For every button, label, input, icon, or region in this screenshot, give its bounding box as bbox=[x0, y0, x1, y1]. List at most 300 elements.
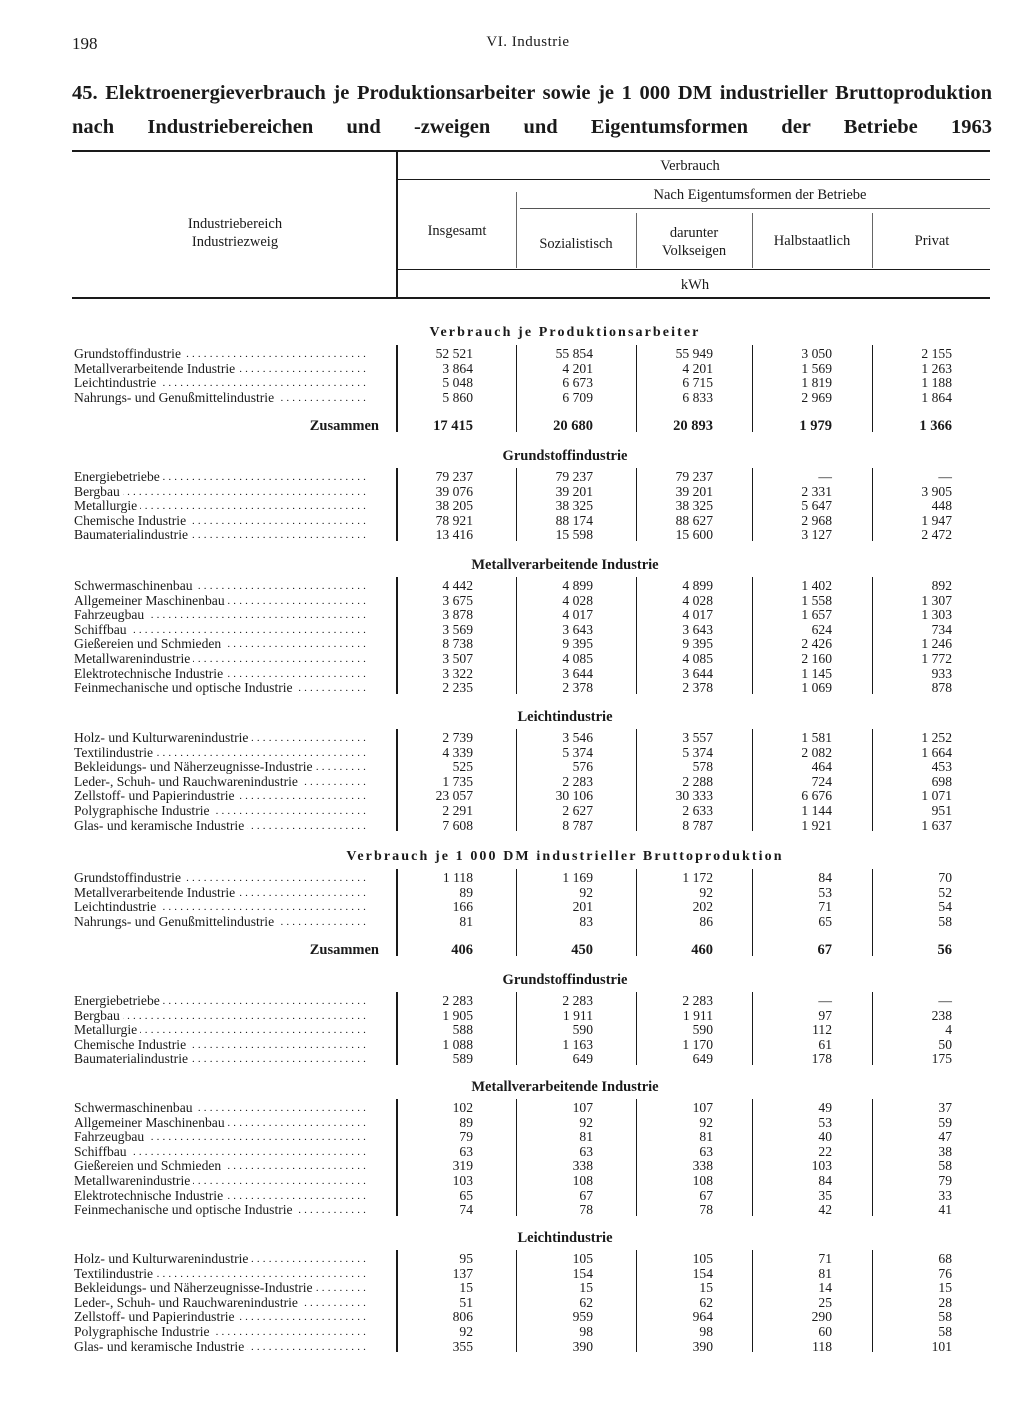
cell-value: 86 bbox=[699, 913, 713, 929]
cell-value: 107 bbox=[572, 1100, 593, 1115]
row-label-text: Leder-, Schuh- und Rauchwarenindustrie bbox=[74, 775, 301, 789]
row-label bbox=[74, 943, 382, 957]
cell-value: 92 bbox=[579, 884, 593, 900]
row-label bbox=[74, 623, 382, 637]
column-separator bbox=[752, 345, 753, 432]
cell-value: 453 bbox=[931, 759, 952, 775]
cell-value: 448 bbox=[931, 498, 952, 514]
table-row bbox=[0, 746, 1024, 760]
row-label bbox=[74, 667, 382, 681]
column-separator bbox=[516, 345, 517, 432]
table-row bbox=[0, 775, 1024, 789]
cell-value: 33 bbox=[938, 1187, 952, 1203]
cell-value: 2 627 bbox=[562, 803, 593, 818]
cell-value: 390 bbox=[692, 1338, 713, 1354]
row-label-text: Grundstoffindustrie bbox=[74, 347, 184, 361]
cell-value: 4 085 bbox=[682, 651, 713, 666]
cell-value: 89 bbox=[459, 884, 473, 900]
cell-value: 92 bbox=[699, 884, 713, 900]
row-label bbox=[74, 391, 382, 405]
cell-value: — bbox=[818, 469, 832, 484]
row-label-text: Nahrungs- und Genußmittelindustrie bbox=[74, 915, 277, 929]
table-row bbox=[0, 1023, 1024, 1037]
row-label-text: Metallwarenindustrie bbox=[74, 1174, 193, 1188]
cell-value: 108 bbox=[692, 1173, 713, 1188]
cell-value: 3 050 bbox=[801, 346, 832, 361]
cell-value: 79 bbox=[938, 1173, 952, 1188]
cell-value: 5 647 bbox=[801, 498, 832, 514]
section-title: Grundstoffindustrie bbox=[502, 972, 628, 988]
cell-value: 6 676 bbox=[801, 788, 832, 804]
row-label-text: Metallurgie bbox=[74, 1023, 140, 1037]
cell-value: 1 069 bbox=[801, 680, 832, 696]
table-row bbox=[0, 886, 1024, 900]
row-label bbox=[74, 637, 382, 651]
table-row bbox=[0, 1267, 1024, 1281]
row-label bbox=[74, 1009, 382, 1023]
row-label bbox=[74, 760, 382, 774]
table-row bbox=[0, 1203, 1024, 1217]
cell-value: 578 bbox=[692, 759, 713, 775]
stub-line-2: Industriezweig bbox=[191, 234, 279, 250]
cell-value: 81 bbox=[459, 913, 473, 929]
cell-value: 2 291 bbox=[442, 803, 473, 818]
row-label-text: Zellstoff- und Papierindustrie bbox=[74, 1310, 238, 1324]
column-separator bbox=[636, 729, 637, 831]
cell-value: 52 bbox=[938, 884, 952, 900]
cell-value: 14 bbox=[818, 1280, 832, 1296]
cell-value: 25 bbox=[818, 1294, 832, 1310]
cell-value: 101 bbox=[931, 1338, 952, 1354]
row-label bbox=[74, 1130, 382, 1144]
cell-value: 4 017 bbox=[682, 607, 713, 623]
row-label bbox=[74, 608, 382, 622]
table-row bbox=[0, 667, 1024, 681]
col-sozialistisch-heading: Sozialistisch bbox=[539, 236, 613, 252]
cell-value: 79 237 bbox=[675, 469, 713, 484]
cell-value: 81 bbox=[699, 1129, 713, 1145]
cell-value: 4 899 bbox=[682, 578, 713, 593]
cell-value: 22 bbox=[818, 1143, 832, 1159]
cell-value: 65 bbox=[818, 913, 832, 929]
row-label bbox=[74, 470, 382, 484]
cell-value: 1 307 bbox=[921, 592, 952, 608]
cell-value: 95 bbox=[459, 1251, 473, 1266]
row-label-text: Elektrotechnische Industrie bbox=[74, 667, 226, 681]
cell-value: 84 bbox=[818, 1173, 832, 1188]
column-separator bbox=[396, 869, 398, 956]
row-label bbox=[74, 514, 382, 528]
column-separator bbox=[752, 468, 753, 541]
column-separator bbox=[752, 729, 753, 831]
row-label-text: Textilindustrie bbox=[74, 746, 156, 760]
column-separator bbox=[516, 729, 517, 831]
row-label-text: Bekleidungs- und Näherzeugnisse-Industrie bbox=[74, 1281, 316, 1295]
cell-value: 88 174 bbox=[555, 512, 593, 528]
cell-value: 3 675 bbox=[442, 592, 473, 608]
eigentum-heading: Nach Eigentumsformen der Betriebe bbox=[653, 187, 867, 203]
cell-value: 58 bbox=[938, 1324, 952, 1339]
column-separator bbox=[752, 992, 753, 1065]
cell-value: 1 905 bbox=[442, 1007, 473, 1023]
page-number: 198 bbox=[72, 34, 98, 53]
stub-line-1: Industriebereich bbox=[187, 216, 283, 232]
cell-value: 624 bbox=[811, 621, 832, 637]
row-label-text: Bergbau bbox=[74, 1009, 123, 1023]
cell-value: 61 bbox=[818, 1036, 832, 1052]
cell-value: 1 169 bbox=[562, 870, 593, 885]
cell-value: 50 bbox=[938, 1036, 952, 1052]
cell-value: 58 bbox=[938, 913, 952, 929]
row-label-text: Elektrotechnische Industrie bbox=[74, 1189, 226, 1203]
row-label-text: Metallverarbeitende Industrie bbox=[74, 362, 238, 376]
cell-value: 105 bbox=[572, 1251, 593, 1266]
cell-value: 338 bbox=[572, 1158, 593, 1174]
cell-value: 2 426 bbox=[801, 636, 832, 652]
table-row bbox=[0, 652, 1024, 666]
cell-value: 81 bbox=[579, 1129, 593, 1145]
cell-value: 933 bbox=[931, 665, 952, 681]
row-label-text: Polygraphische Industrie bbox=[74, 804, 213, 818]
row-label bbox=[74, 1159, 382, 1173]
column-separator bbox=[636, 1250, 637, 1352]
cell-value: 2 288 bbox=[682, 773, 713, 789]
cell-value: 63 bbox=[699, 1143, 713, 1159]
cell-value: 3 643 bbox=[562, 621, 593, 637]
cell-value: 3 644 bbox=[562, 665, 593, 681]
cell-value: — bbox=[818, 993, 832, 1008]
row-label-text: Metallverarbeitende Industrie bbox=[74, 886, 238, 900]
row-label-text: Leichtindustrie bbox=[74, 376, 159, 390]
table-row bbox=[0, 1281, 1024, 1295]
cell-value: 2 378 bbox=[562, 680, 593, 696]
table-row bbox=[0, 1159, 1024, 1173]
cell-value: 1 170 bbox=[682, 1036, 713, 1052]
row-label-text: Holz- und Kulturwarenindustrie bbox=[74, 731, 251, 745]
cell-value: 1 246 bbox=[921, 636, 952, 652]
column-separator bbox=[872, 468, 873, 541]
cell-value: 23 057 bbox=[435, 788, 473, 804]
row-label bbox=[74, 362, 382, 376]
cell-value: 1 252 bbox=[921, 730, 952, 745]
row-label bbox=[74, 1252, 382, 1266]
cell-value: 1 979 bbox=[799, 418, 832, 435]
table-row bbox=[0, 1116, 1024, 1130]
cell-value: 3 507 bbox=[442, 651, 473, 666]
cell-value: 892 bbox=[931, 578, 952, 593]
cell-value: 71 bbox=[818, 1251, 832, 1266]
cell-value: 65 bbox=[459, 1187, 473, 1203]
cell-value: 8 787 bbox=[562, 817, 593, 833]
column-separator bbox=[516, 1250, 517, 1352]
cell-value: 1 947 bbox=[921, 512, 952, 528]
row-label bbox=[74, 499, 382, 513]
cell-value: 1 581 bbox=[801, 730, 832, 745]
cell-value: 3 557 bbox=[682, 730, 713, 745]
table-row bbox=[0, 915, 1024, 929]
cell-value: 105 bbox=[692, 1251, 713, 1266]
row-label bbox=[74, 789, 382, 803]
cell-value: 2 969 bbox=[801, 389, 832, 405]
cell-value: 79 237 bbox=[435, 469, 473, 484]
cell-value: 79 237 bbox=[555, 469, 593, 484]
row-label bbox=[74, 1174, 382, 1188]
cell-value: 84 bbox=[818, 870, 832, 885]
column-separator bbox=[872, 1250, 873, 1352]
cell-value: 1 864 bbox=[921, 389, 952, 405]
table-row bbox=[0, 608, 1024, 622]
cell-value: 4 028 bbox=[682, 592, 713, 608]
cell-value: 959 bbox=[572, 1309, 593, 1325]
cell-value: 1 303 bbox=[921, 607, 952, 623]
cell-value: 1 366 bbox=[919, 418, 952, 435]
cell-value: 878 bbox=[931, 680, 952, 696]
cell-value: 74 bbox=[459, 1202, 473, 1218]
cell-value: 5 860 bbox=[442, 389, 473, 405]
cell-value: — bbox=[938, 469, 952, 484]
row-label bbox=[74, 594, 382, 608]
column-separator bbox=[872, 1099, 873, 1216]
cell-value: 1 772 bbox=[921, 651, 952, 666]
table-row bbox=[0, 594, 1024, 608]
cell-value: 54 bbox=[938, 899, 952, 915]
table-row bbox=[0, 528, 1024, 542]
cell-value: 98 bbox=[699, 1324, 713, 1339]
cell-value: 319 bbox=[452, 1158, 473, 1174]
col-volkseigen-line-1: darunter bbox=[669, 225, 719, 241]
table-row bbox=[0, 1101, 1024, 1115]
cell-value: 59 bbox=[938, 1114, 952, 1130]
cell-value: 3 864 bbox=[442, 360, 473, 376]
insgesamt-heading: Insgesamt bbox=[427, 223, 487, 239]
cell-value: 98 bbox=[579, 1324, 593, 1339]
row-label-text: Schiffbau bbox=[74, 1145, 130, 1159]
row-label bbox=[74, 1038, 382, 1052]
cell-value: 1 145 bbox=[801, 665, 832, 681]
cell-value: 107 bbox=[692, 1100, 713, 1115]
row-label bbox=[74, 1145, 382, 1159]
cell-value: 166 bbox=[452, 899, 473, 915]
column-separator bbox=[872, 345, 873, 432]
table-row bbox=[0, 637, 1024, 651]
table-row bbox=[0, 362, 1024, 376]
row-label bbox=[74, 419, 382, 433]
row-label bbox=[74, 871, 382, 885]
cell-value: 92 bbox=[579, 1114, 593, 1130]
cell-value: 67 bbox=[699, 1187, 713, 1203]
row-label bbox=[74, 1281, 382, 1295]
table-row bbox=[0, 470, 1024, 484]
cell-value: 9 395 bbox=[682, 636, 713, 652]
cell-value: 2 283 bbox=[562, 993, 593, 1008]
row-label-text: Baumaterialindustrie bbox=[74, 1052, 191, 1066]
column-separator bbox=[636, 577, 637, 694]
row-label bbox=[74, 1101, 382, 1115]
column-separator bbox=[636, 468, 637, 541]
cell-value: 1 569 bbox=[801, 360, 832, 376]
cell-value: 51 bbox=[459, 1294, 473, 1310]
cell-value: 30 333 bbox=[675, 788, 713, 804]
row-label-text: Zusammen bbox=[310, 943, 382, 957]
cell-value: 1 911 bbox=[562, 1007, 593, 1023]
table-row bbox=[0, 391, 1024, 405]
cell-value: 5 048 bbox=[442, 375, 473, 391]
row-label bbox=[74, 1023, 382, 1037]
cell-value: 92 bbox=[699, 1114, 713, 1130]
table-row bbox=[0, 1130, 1024, 1144]
cell-value: 58 bbox=[938, 1158, 952, 1174]
section-title: Verbrauch je 1 000 DM industrieller Bruttoproduktion bbox=[346, 849, 784, 864]
cell-value: 4 bbox=[945, 1022, 952, 1038]
row-label-text: Baumaterialindustrie bbox=[74, 528, 191, 542]
cell-value: 52 521 bbox=[435, 346, 473, 361]
section-title: Verbrauch je Produktionsarbeiter bbox=[429, 325, 701, 340]
cell-value: 38 325 bbox=[675, 498, 713, 514]
cell-value: 2 235 bbox=[442, 680, 473, 696]
column-separator bbox=[396, 1099, 398, 1216]
column-separator bbox=[516, 992, 517, 1065]
cell-value: 588 bbox=[452, 1022, 473, 1038]
cell-value: 62 bbox=[579, 1294, 593, 1310]
cell-value: 406 bbox=[451, 942, 473, 959]
cell-value: 5 374 bbox=[562, 744, 593, 760]
row-label-text: Allgemeiner Maschinenbau bbox=[74, 594, 228, 608]
cell-value: 15 bbox=[459, 1280, 473, 1296]
row-label bbox=[74, 1340, 382, 1354]
col-privat-heading: Privat bbox=[914, 233, 950, 249]
cell-value: 1 144 bbox=[801, 803, 832, 818]
cell-value: 2 160 bbox=[801, 651, 832, 666]
row-label-text: Chemische Industrie bbox=[74, 514, 189, 528]
cell-value: 108 bbox=[572, 1173, 593, 1188]
cell-value: 5 374 bbox=[682, 744, 713, 760]
cell-value: 38 205 bbox=[435, 498, 473, 514]
cell-value: 58 bbox=[938, 1309, 952, 1325]
row-label bbox=[74, 376, 382, 390]
cell-value: 67 bbox=[817, 942, 832, 959]
cell-value: 201 bbox=[572, 899, 593, 915]
cell-value: 1 911 bbox=[682, 1007, 713, 1023]
column-separator bbox=[516, 869, 517, 956]
cell-value: 4 201 bbox=[562, 360, 593, 376]
row-label bbox=[74, 1310, 382, 1324]
cell-value: 39 201 bbox=[555, 483, 593, 499]
table-row bbox=[0, 760, 1024, 774]
cell-value: 38 325 bbox=[555, 498, 593, 514]
cell-value: 62 bbox=[699, 1294, 713, 1310]
column-separator bbox=[636, 869, 637, 956]
table-row bbox=[0, 347, 1024, 361]
row-label bbox=[74, 1189, 382, 1203]
table-row bbox=[0, 376, 1024, 390]
table-row bbox=[0, 1174, 1024, 1188]
row-label bbox=[74, 579, 382, 593]
cell-value: 202 bbox=[692, 899, 713, 915]
table-row bbox=[0, 804, 1024, 818]
cell-value: 698 bbox=[931, 773, 952, 789]
cell-value: 30 106 bbox=[555, 788, 593, 804]
cell-value: 3 878 bbox=[442, 607, 473, 623]
cell-value: 2 739 bbox=[442, 730, 473, 745]
cell-value: 806 bbox=[452, 1309, 473, 1325]
column-separator bbox=[396, 345, 398, 432]
table-row bbox=[0, 1189, 1024, 1203]
table-row bbox=[0, 871, 1024, 885]
column-separator bbox=[636, 345, 637, 432]
table-row bbox=[0, 1145, 1024, 1159]
cell-value: 68 bbox=[938, 1251, 952, 1266]
cell-value: 1 558 bbox=[801, 592, 832, 608]
cell-value: 15 600 bbox=[675, 527, 713, 543]
cell-value: 97 bbox=[818, 1007, 832, 1023]
row-label-text: Zusammen bbox=[310, 419, 382, 433]
cell-value: 55 949 bbox=[675, 346, 713, 361]
cell-value: 1 163 bbox=[562, 1036, 593, 1052]
cell-value: 576 bbox=[572, 759, 593, 775]
cell-value: 525 bbox=[452, 759, 473, 775]
cell-value: 390 bbox=[572, 1338, 593, 1354]
cell-value: 49 bbox=[818, 1100, 832, 1115]
cell-value: 3 905 bbox=[921, 483, 952, 499]
column-separator bbox=[516, 577, 517, 694]
cell-value: 464 bbox=[811, 759, 832, 775]
cell-value: 1 664 bbox=[921, 744, 952, 760]
section-title: Grundstoffindustrie bbox=[502, 448, 628, 464]
cell-value: 1 118 bbox=[442, 870, 473, 885]
cell-value: 20 680 bbox=[553, 418, 593, 435]
cell-value: 118 bbox=[812, 1338, 832, 1354]
cell-value: 35 bbox=[818, 1187, 832, 1203]
unit-heading: kWh bbox=[680, 277, 710, 293]
row-label-text: Grundstoffindustrie bbox=[74, 871, 184, 885]
table-row bbox=[0, 900, 1024, 914]
cell-value: 1 071 bbox=[921, 788, 952, 804]
cell-value: 79 bbox=[459, 1129, 473, 1145]
row-label bbox=[74, 485, 382, 499]
table-row bbox=[0, 579, 1024, 593]
row-label bbox=[74, 915, 382, 929]
cell-value: 53 bbox=[818, 884, 832, 900]
row-label-text: Schwermaschinenbau bbox=[74, 1101, 196, 1115]
cell-value: — bbox=[938, 993, 952, 1008]
row-label bbox=[74, 819, 382, 833]
cell-value: 78 921 bbox=[435, 512, 473, 528]
row-label bbox=[74, 681, 382, 695]
cell-value: 67 bbox=[579, 1187, 593, 1203]
cell-value: 3 644 bbox=[682, 665, 713, 681]
cell-value: 112 bbox=[812, 1022, 832, 1038]
row-label-text: Glas- und keramische Industrie bbox=[74, 819, 247, 833]
cell-value: 590 bbox=[572, 1022, 593, 1038]
cell-value: 103 bbox=[811, 1158, 832, 1174]
table-row bbox=[0, 1310, 1024, 1324]
total-row bbox=[0, 943, 1024, 957]
section-title: Leichtindustrie bbox=[517, 709, 613, 725]
cell-value: 60 bbox=[818, 1324, 832, 1339]
column-separator bbox=[752, 1099, 753, 1216]
table-title: 45. Elektroenergieverbrauch je Produktionsarbeiter sowie je 1 000 DM industrieller Bruttoproduktion nach Industriebereichen und -zweigen und Eigentumsformen der Betriebe 1963 bbox=[72, 82, 992, 138]
cell-value: 15 bbox=[938, 1280, 952, 1296]
cell-value: 6 715 bbox=[682, 375, 713, 391]
cell-value: 4 339 bbox=[442, 744, 473, 760]
running-head: VI. Industrie bbox=[486, 34, 570, 50]
cell-value: 2 472 bbox=[921, 527, 952, 543]
row-label-text: Gießereien und Schmieden bbox=[74, 637, 224, 651]
cell-value: 2 378 bbox=[682, 680, 713, 696]
cell-value: 92 bbox=[459, 1324, 473, 1339]
table-row bbox=[0, 485, 1024, 499]
cell-value: 39 201 bbox=[675, 483, 713, 499]
